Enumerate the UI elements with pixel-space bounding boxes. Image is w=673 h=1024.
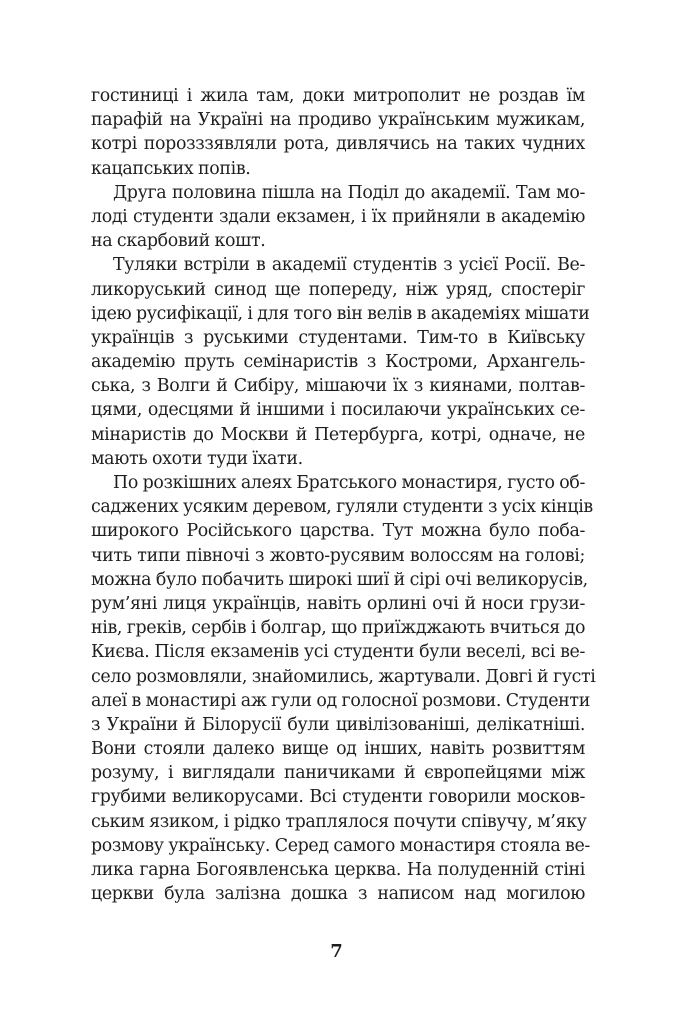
text-line: лика гарна Богоявленська церква. На полуденній стіні <box>91 860 585 880</box>
text-line: лоді студенти здали екзамен, і їх прийняли в академію <box>91 206 585 227</box>
text-line: розмову українську. Серед самого монастиря стояла ве- <box>91 835 590 856</box>
text-line: на скарбовий кошт. <box>91 231 266 252</box>
text-line: По розкішних алеях Братського монастиря, густо об- <box>113 473 586 493</box>
text-line: академію пруть семінаристів з Костроми, Архангель- <box>91 352 585 373</box>
paragraph-4 <box>91 471 596 906</box>
text-line: Туляки встріли в академії студентів з усієї Росії. Ве- <box>113 255 585 276</box>
text-line: парафій на Україні на продиво українським мужикам, <box>91 110 585 131</box>
text-line: Вони стояли далеко вище од інших, навіть розвиттям <box>91 739 585 760</box>
text-line: ським язиком, і рідко траплялося почути співучу, м’яку <box>91 811 587 832</box>
text-line: рум’яні лиця українців, навіть орлині очі й носи грузи- <box>91 593 585 614</box>
text-line: Друга половина пішла на Поділ до академії. Там мо- <box>113 182 585 203</box>
text-line: церкви була залізна дошка з написом над могилою <box>91 884 585 905</box>
text-line: Києва. Після екзаменів усі студенти були веселі, всі ве- <box>91 642 585 663</box>
text-line: можна було побачить широкі шиї й сірі очі великорусів, <box>91 569 588 590</box>
text-line: грубими великорусами. Всі студенти говорили москов- <box>91 787 585 808</box>
text-line: котрі порозззявляли рота, дивлячись на таких чудних <box>91 134 585 155</box>
paragraph-2 <box>91 181 585 254</box>
text-line: саджених усяким деревом, гуляли студенти з усіх кінців <box>91 497 593 518</box>
text-line: село розмовляли, знайомились, жартували. Довгі й густі <box>91 666 596 687</box>
text-line: кацапських попів. <box>91 158 251 179</box>
text-line: мають охоти туди їхати. <box>91 448 303 469</box>
text-line: українців з руськими студентами. Тим-то в Київську <box>91 327 585 348</box>
text-line: розуму, і виглядали паничиками й європейцями між <box>91 763 585 784</box>
text-line: алеї в монастирі аж гули од голосної розмови. Студенти <box>91 690 590 711</box>
paragraph-1 <box>91 84 585 181</box>
page-number: 7 <box>330 941 343 962</box>
body-text <box>91 84 596 906</box>
text-line: гостиниці і жила там, доки митрополит не роздав їм <box>91 86 585 106</box>
text-line: ликоруський синод ще попереду, ніж уряд, спостеріг <box>91 279 585 300</box>
text-line: цями, одесцями й іншими і посилаючи українських се- <box>91 400 585 421</box>
text-line: чить типи півночі з жовто-русявим волоссям на голові; <box>91 545 585 566</box>
text-line: нів, греків, сербів і болгар, що приїжджають вчиться до <box>91 618 586 639</box>
text-line: ідею русифікації, і для того він велів в академіях мішати <box>91 303 590 324</box>
text-line: широкого Російського царства. Тут можна було поба- <box>91 521 585 542</box>
text-line: мінаристів до Москви й Петербурга, котрі, одначе, не <box>91 424 585 445</box>
text-line: ська, з Волги й Сибіру, мішаючи їх з киянами, полтав- <box>91 376 585 397</box>
paragraph-3 <box>91 253 590 471</box>
text-line: з України й Білорусії були цивілізованіші, делікатніші. <box>91 714 585 735</box>
